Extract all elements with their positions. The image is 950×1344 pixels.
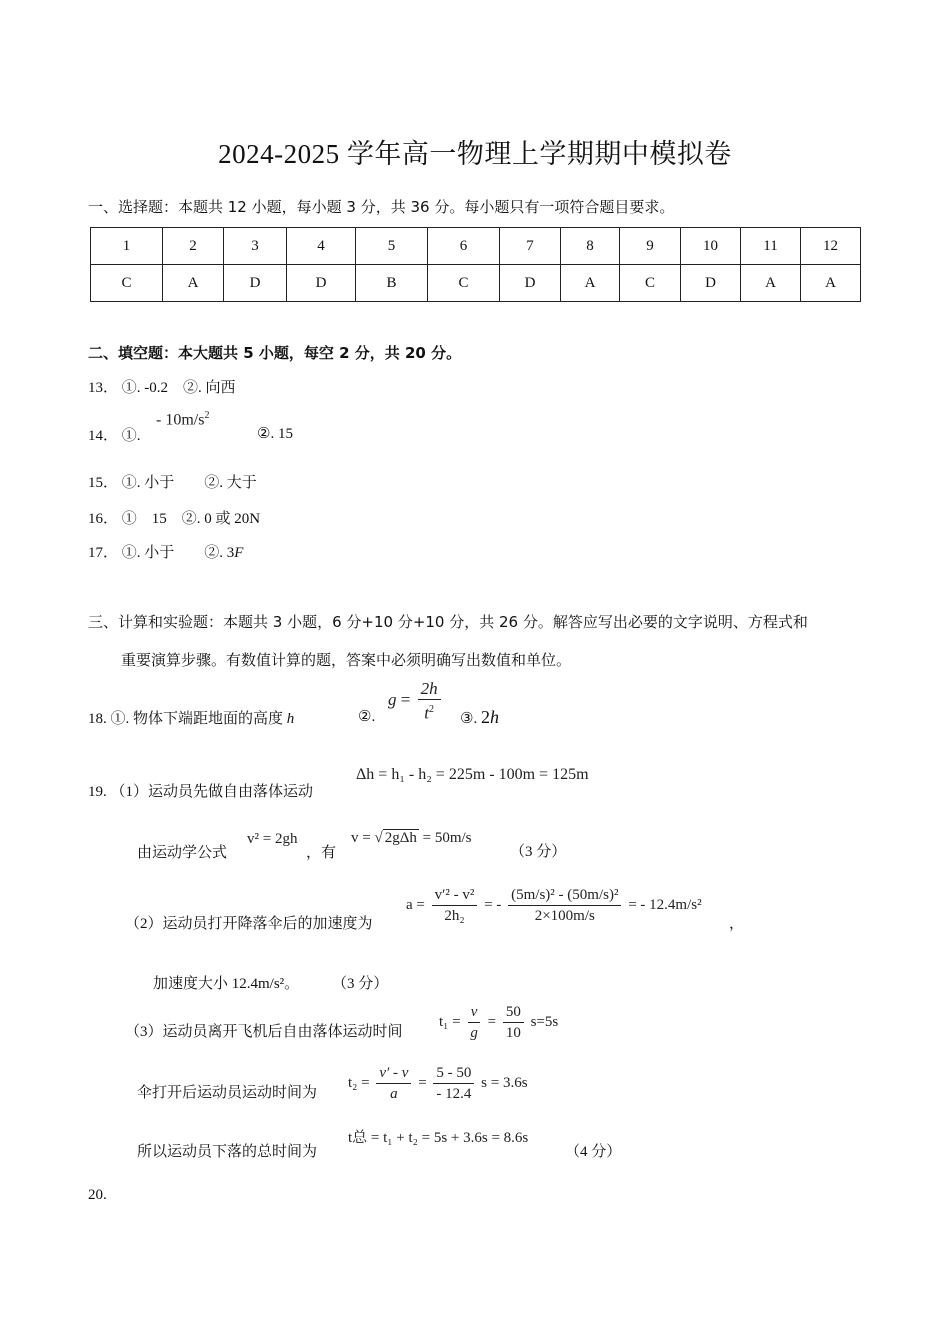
part1b-label: 由运动学公式: [137, 845, 228, 861]
table-cell: 7: [500, 228, 561, 265]
table-cell: 1: [91, 228, 163, 265]
formula-eq: =: [400, 690, 411, 710]
answer-part1: ①.: [121, 428, 141, 444]
answer-part1: ①. 物体下端距地面的高度: [110, 711, 284, 727]
fraction-numerator: 5 - 50: [433, 1064, 474, 1084]
part3-label: （3）运动员离开飞机后自由落体运动时间: [125, 1024, 403, 1040]
table-cell: C: [91, 265, 163, 302]
comma: ，: [729, 916, 745, 932]
section3-heading-line2: 重要演算步骤。有数值计算的题，答案中必须明确写出数值和单位。: [121, 651, 572, 669]
table-row-numbers: [91, 228, 861, 265]
formula-pre: v =: [351, 830, 371, 846]
answer-18-part3: [460, 707, 499, 728]
answer-table: [90, 227, 861, 302]
score-3b: （3 分）: [332, 976, 389, 992]
formula-g: g: [388, 690, 397, 710]
formula-19-5: [439, 1003, 558, 1042]
table-cell: A: [561, 265, 620, 302]
fraction: [503, 1003, 524, 1042]
answer-20: 20.: [88, 1187, 107, 1203]
table-cell: B: [356, 265, 428, 302]
part3b-label: 伞打开后运动员运动时间为: [137, 1085, 318, 1101]
answer-17: [88, 541, 243, 562]
question-number: 16．: [88, 511, 119, 527]
part1b-mid: ，有: [306, 845, 337, 861]
answer-13: [88, 376, 236, 397]
answer-18: [88, 707, 294, 728]
page-title: 2024-2025 学年高一物理上学期期中模拟卷: [218, 139, 732, 169]
fraction: [467, 1003, 481, 1042]
table-cell: D: [287, 265, 356, 302]
table-cell: 6: [428, 228, 500, 265]
answer-text: ① 15 ②. 0 或 20N: [121, 511, 261, 527]
section3-heading-line1: 三、计算和实验题：本题共 3 小题，6 分+10 分+10 分，共 26 分。解答应写出必要的文字说明、方程式和: [88, 613, 808, 631]
answer-15: [88, 471, 257, 492]
formula-result: s = 3.6s: [481, 1074, 528, 1091]
part3c-label: 所以运动员下落的总时间为: [137, 1144, 318, 1160]
answer-18-part2: ②.: [358, 709, 376, 725]
fraction: [432, 886, 478, 925]
fraction-numerator: (5m/s)² - (50m/s)²: [508, 886, 621, 906]
formula-19-3: v = √ 2gΔh = 50m/s: [351, 830, 472, 846]
formula-result: = - 12.4m/s²: [628, 896, 702, 913]
fraction-denominator: a: [390, 1086, 398, 1102]
table-cell: 8: [561, 228, 620, 265]
table-row-answers: [91, 265, 861, 302]
answer-text: ①. 小于 ②. 大于: [121, 475, 257, 491]
fraction-numerator: v: [468, 1003, 481, 1023]
formula-19-4: [406, 886, 702, 925]
fraction: [418, 680, 441, 723]
question-number: 19.: [88, 784, 107, 800]
fraction-denominator: 2h₂: [444, 908, 465, 924]
table-cell: 12: [801, 228, 861, 265]
formula-t1: t₁ =: [439, 1013, 461, 1030]
fraction-denominator: g: [470, 1025, 478, 1041]
formula-19-1: Δh = h₁ - h₂ = 225m - 100m = 125m: [356, 766, 589, 783]
formula-19-6: [348, 1064, 528, 1103]
fraction-denominator: - 12.4: [436, 1086, 472, 1102]
table-cell: 10: [681, 228, 741, 265]
formula-result: s=5s: [530, 1013, 559, 1030]
height-symbol: h: [286, 711, 295, 727]
table-cell: 3: [224, 228, 287, 265]
answer-19: [88, 780, 313, 801]
formula-text: - 10m/s: [156, 411, 205, 429]
formula-sup: 2: [204, 410, 210, 421]
table-cell: 4: [287, 228, 356, 265]
table-cell: C: [620, 265, 681, 302]
fraction-numerator: v′² - v²: [432, 886, 478, 906]
answer-16: [88, 507, 260, 528]
score-3a: （3 分）: [510, 844, 567, 860]
table-cell: D: [500, 265, 561, 302]
formula-t2: t₂ =: [348, 1074, 370, 1091]
question-number: 17．: [88, 545, 119, 561]
part1-label: （1）运动员先做自由落体运动: [110, 784, 314, 800]
table-cell: D: [681, 265, 741, 302]
fraction: [508, 886, 621, 925]
answer-label: ③.: [460, 711, 478, 727]
answer-14-part2: ②. 15: [257, 426, 293, 442]
table-cell: A: [163, 265, 224, 302]
question-number: 15．: [88, 475, 119, 491]
score-4: （4 分）: [565, 1144, 622, 1160]
fraction-denominator: 10: [505, 1025, 521, 1041]
formula-sqrt: 2gΔh: [384, 830, 417, 846]
formula-post: = 50m/s: [422, 830, 472, 846]
part2-label: （2）运动员打开降落伞后的加速度为: [125, 916, 373, 932]
fraction-numerator: v′ - v: [376, 1064, 411, 1084]
fraction-numerator: 2h: [418, 680, 441, 700]
table-cell: A: [801, 265, 861, 302]
section1-heading: 一、选择题：本题共 12 小题，每小题 3 分，共 36 分。每小题只有一项符合题目要求。: [88, 198, 675, 216]
fraction-denominator: t: [424, 703, 429, 723]
table-cell: 11: [741, 228, 801, 265]
section2-heading: 二、填空题：本大题共 5 小题，每空 2 分，共 20 分。: [88, 344, 462, 362]
formula-19-2: v² = 2gh: [247, 831, 298, 847]
table-cell: C: [428, 265, 500, 302]
formula-eq: =: [487, 1013, 497, 1030]
formula-14: [156, 410, 209, 429]
table-cell: 5: [356, 228, 428, 265]
formula-eq: =: [418, 1074, 427, 1091]
question-number: 18.: [88, 711, 107, 727]
formula-a: a =: [406, 896, 425, 913]
table-cell: D: [224, 265, 287, 302]
table-cell: A: [741, 265, 801, 302]
question-number: 13．: [88, 380, 119, 396]
formula-18: [388, 680, 444, 723]
answer-value: 2: [480, 707, 490, 727]
formula-eq: = -: [484, 896, 502, 913]
fraction: [376, 1064, 411, 1103]
formula-19-7: t总 = t₁ + t₂ = 5s + 3.6s = 8.6s: [348, 1130, 529, 1146]
part2b-text: 加速度大小 12.4m/s²。: [153, 976, 300, 992]
fraction: [433, 1064, 474, 1103]
answer-14: [88, 424, 141, 445]
answer-force: F: [234, 545, 244, 561]
question-number: 14．: [88, 428, 119, 444]
fraction-sup: 2: [428, 704, 434, 715]
table-cell: 2: [163, 228, 224, 265]
answer-text: ①. 小于 ②. 3: [121, 545, 235, 561]
table-cell: 9: [620, 228, 681, 265]
fraction-denominator: 2×100m/s: [534, 908, 595, 924]
answer-symbol: h: [489, 707, 499, 727]
answer-text: ①. -0.2 ②. 向西: [121, 380, 236, 396]
fraction-numerator: 50: [503, 1003, 524, 1023]
